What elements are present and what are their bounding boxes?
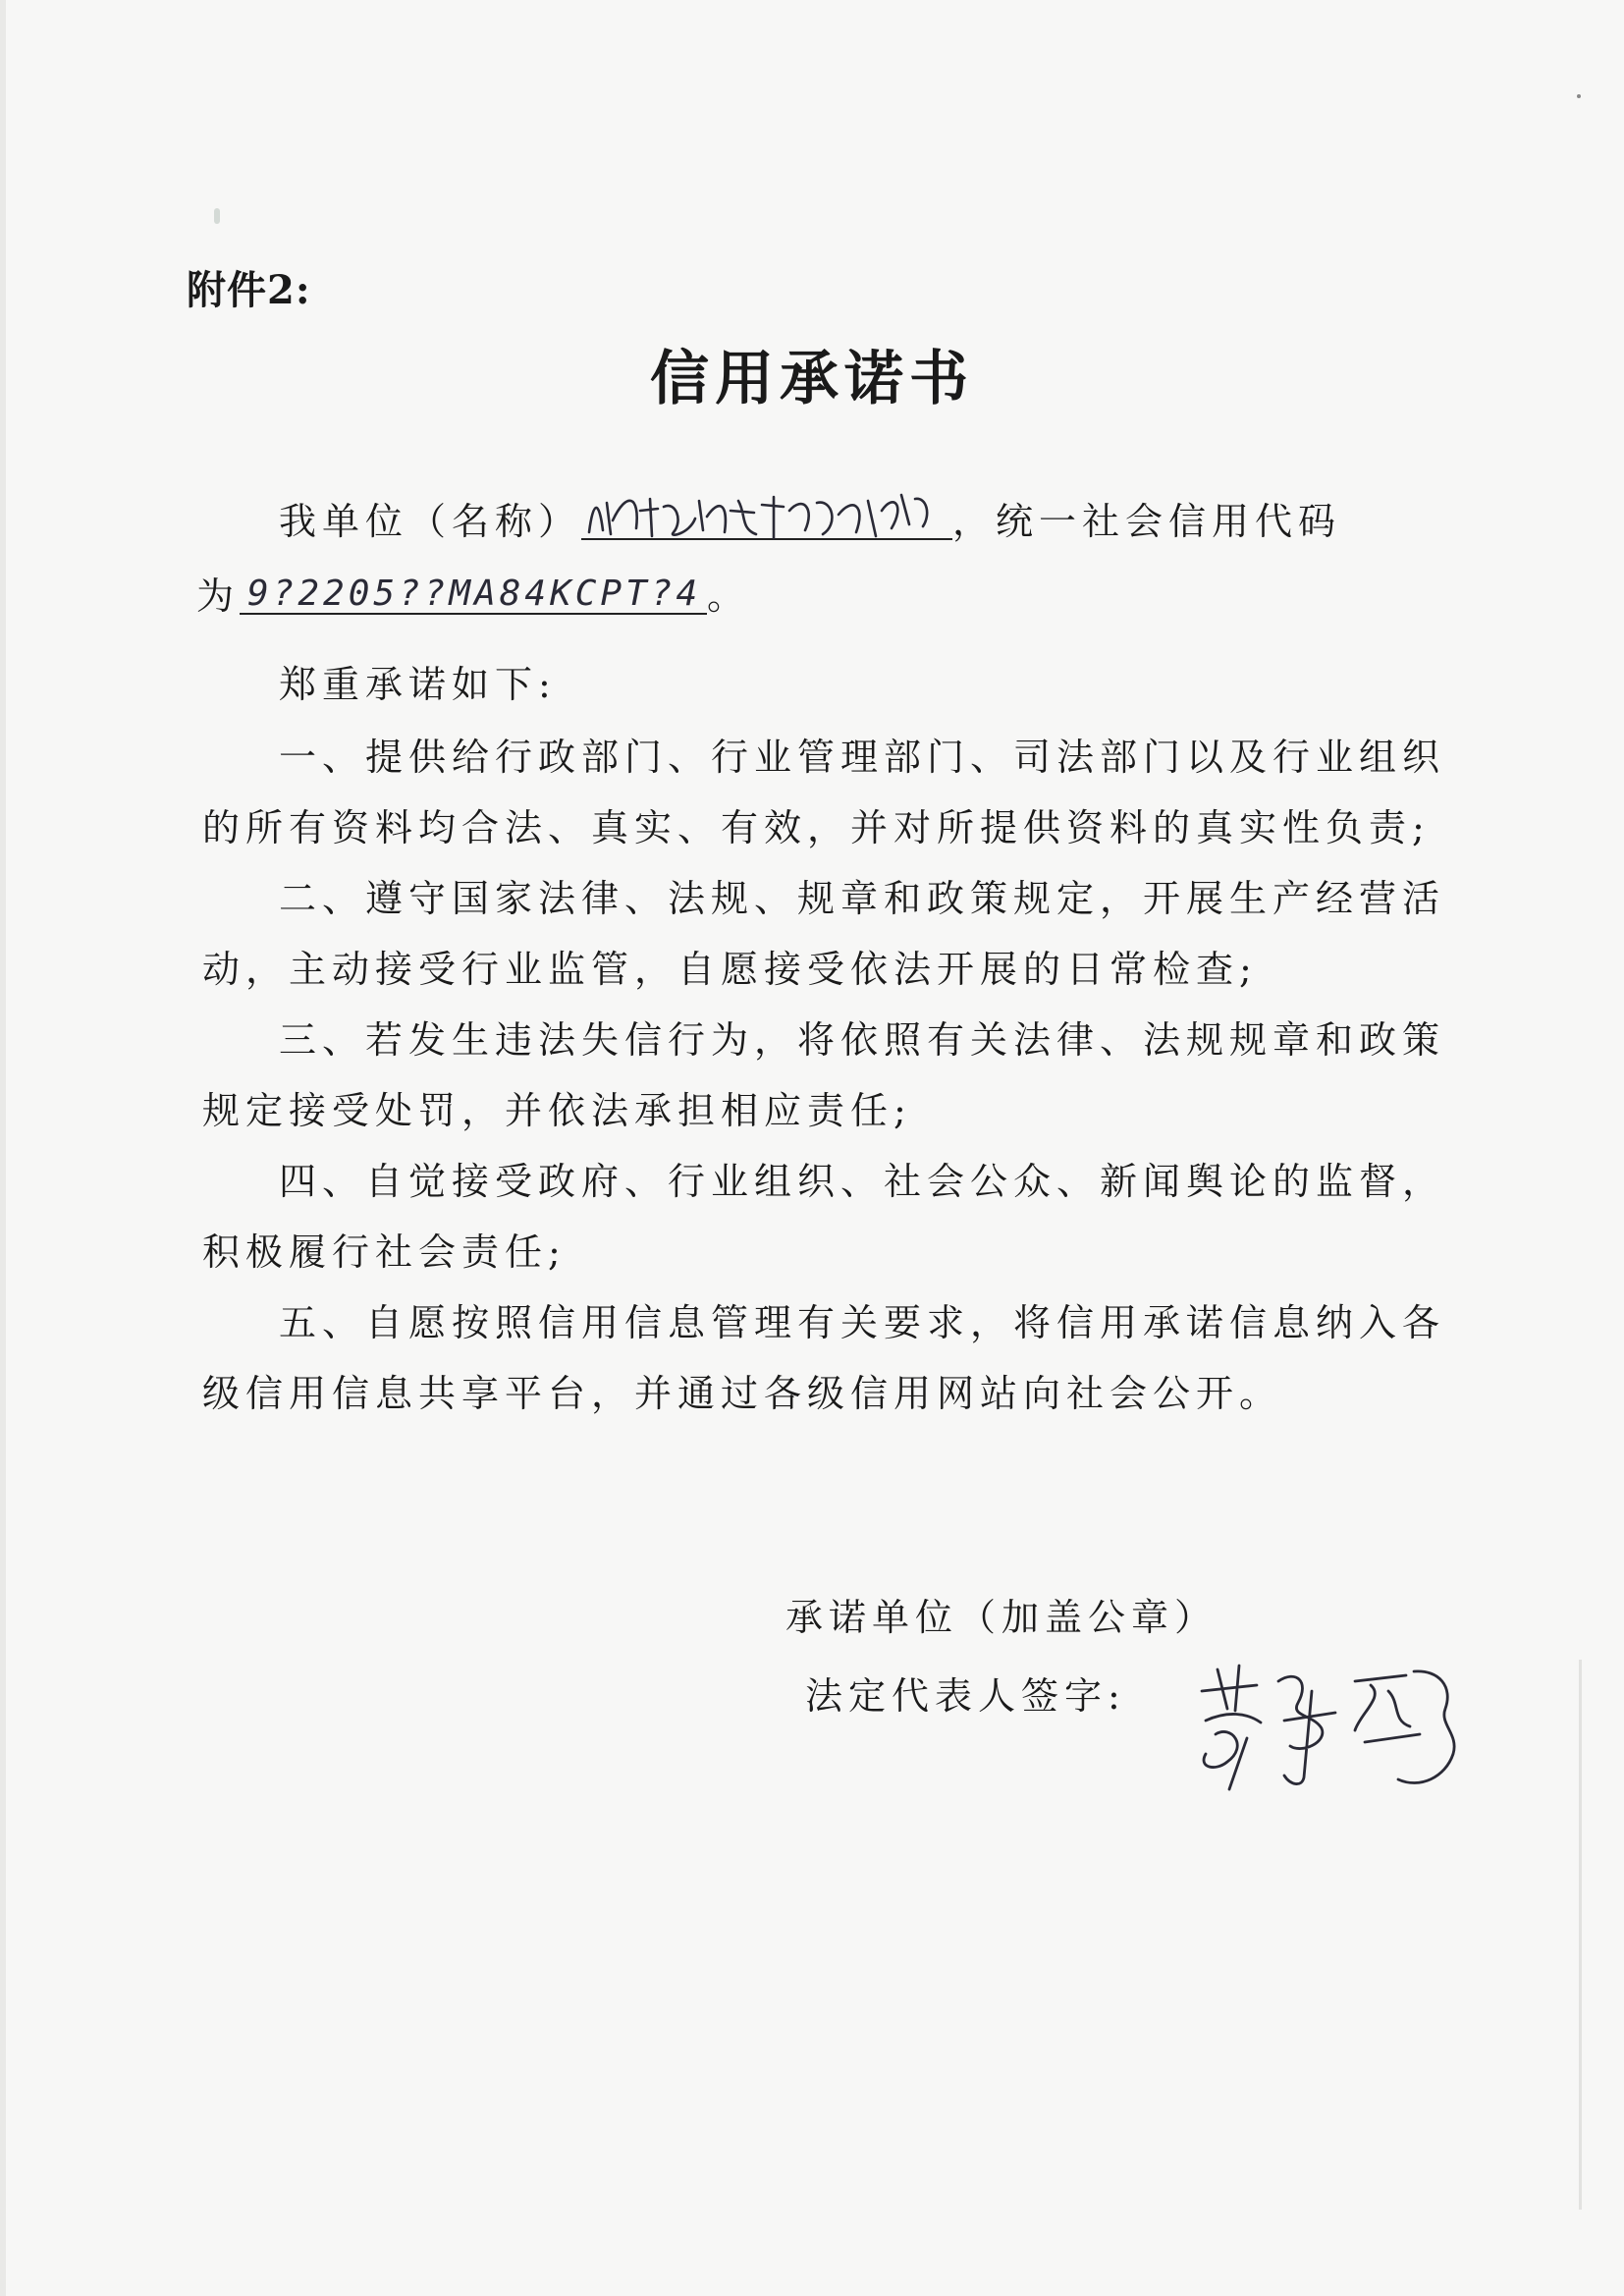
intro-suffix: ，统一社会信用代码: [952, 500, 1342, 543]
intro-prefix: 我单位（名称）: [279, 500, 582, 543]
credit-code-handwriting: [240, 556, 707, 625]
clause-3-line-1: 三、若发生违法失信行为，将依照有关法律、法规规章和政策: [279, 1018, 1446, 1062]
page-mark: [1577, 94, 1581, 98]
legal-rep-signature: [1188, 1652, 1483, 1799]
scan-edge-shadow: [1579, 1660, 1582, 2210]
promise-lead: 郑重承诺如下:: [279, 663, 557, 706]
intro-line2-suffix: 。: [707, 574, 751, 618]
document-title: 信用承诺书: [650, 345, 974, 413]
org-name-handwriting: [581, 481, 952, 550]
credit-code-blank: [240, 574, 707, 615]
attachment-label: 附件2:: [187, 267, 311, 313]
legal-rep-label: 法定代表人签字:: [805, 1674, 1126, 1718]
intro-line-2: [196, 566, 750, 620]
org-name-blank: [581, 499, 952, 540]
clause-1-line-2: 的所有资料均合法、真实、有效，并对所提供资料的真实性负责;: [202, 806, 1431, 849]
intro-line2-prefix: 为: [196, 574, 241, 618]
clause-1-line-1: 一、提供给行政部门、行业管理部门、司法部门以及行业组织: [279, 736, 1446, 779]
clause-2-line-1: 二、遵守国家法律、法规、规章和政策规定，开展生产经营活: [279, 877, 1446, 920]
clause-4-line-1: 四、自觉接受政府、行业组织、社会公众、新闻舆论的监督，: [279, 1160, 1446, 1203]
clause-4-line-2: 积极履行社会责任;: [202, 1230, 567, 1274]
clause-3-line-2: 规定接受处罚，并依法承担相应责任;: [202, 1089, 912, 1132]
scan-artifact: [214, 208, 220, 224]
clause-5-line-2: 级信用信息共享平台，并通过各级信用网站向社会公开。: [202, 1372, 1283, 1415]
intro-line-1: [279, 491, 1341, 545]
clause-5-line-1: 五、自愿按照信用信息管理有关要求，将信用承诺信息纳入各: [279, 1301, 1446, 1344]
promise-unit-label: 承诺单位（加盖公章）: [785, 1596, 1218, 1639]
credit-code-text: 9?2205??MA84KCPT?4: [247, 574, 702, 614]
clause-2-line-2: 动，主动接受行业监管，自愿接受依法开展的日常检查;: [202, 948, 1258, 991]
